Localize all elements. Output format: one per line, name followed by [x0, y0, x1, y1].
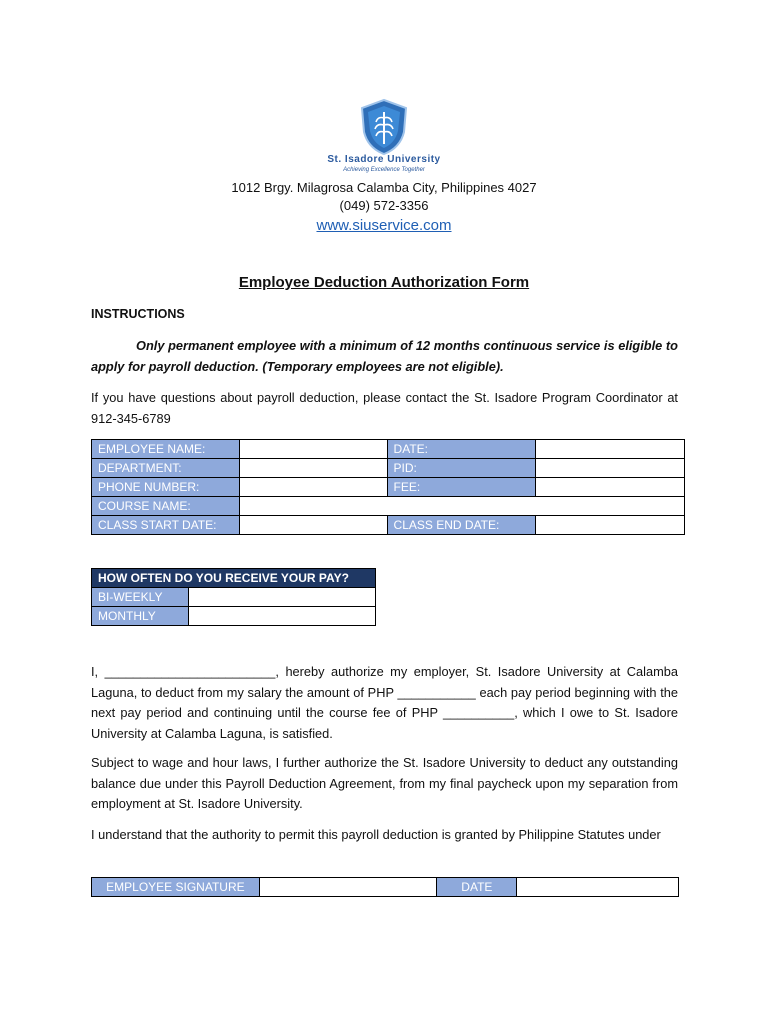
- employee-signature-field[interactable]: [259, 878, 437, 897]
- date-label: DATE:: [387, 440, 536, 459]
- university-tagline: Achieving Excellence Together: [343, 167, 425, 173]
- table-row: [92, 588, 376, 607]
- subject-text: Subject to wage and hour laws, I further authorize the St. Isadore University to deduct any outstanding balance due under this Payroll Deduction Agreement, from my final paycheck upon my separation from employment at St. Isadore University.: [91, 755, 678, 811]
- understand-text: I understand that the authority to permit this payroll deduction is granted by Philippine Statutes under: [91, 827, 661, 842]
- pid-field[interactable]: [536, 459, 685, 478]
- department-field[interactable]: [239, 459, 387, 478]
- authorization-text: I, ________________________, hereby authorize my employer, St. Isadore University at Calamba Laguna, to deduct from my salary the amount of PHP ___________ each pay period beginning with the next pay period and continuing until the course fee of PHP __________, which I owe to St. Isadore University at Calamba Laguna, is satisfied.: [91, 664, 678, 741]
- instructions-heading: INSTRUCTIONS: [91, 307, 185, 321]
- address: 1012 Brgy. Milagrosa Calamba City, Philippines 4027: [231, 180, 537, 195]
- monthly-field[interactable]: [188, 607, 375, 626]
- eligibility-text: Only permanent employee with a minimum of 12 months continuous service is eligible to apply for payroll deduction. (Temporary employees are not eligible).: [91, 338, 678, 374]
- table-row: [92, 878, 679, 897]
- table-row: [92, 569, 376, 588]
- class-end-date-field[interactable]: [536, 516, 685, 535]
- table-row: [92, 478, 685, 497]
- monthly-label: MONTHLY: [92, 607, 189, 626]
- course-name-label: COURSE NAME:: [92, 497, 240, 516]
- pid-label: PID:: [387, 459, 536, 478]
- signature-date-label: DATE: [437, 878, 517, 897]
- pay-frequency-header: HOW OFTEN DO YOU RECEIVE YOUR PAY?: [92, 569, 376, 588]
- table-row: [92, 516, 685, 535]
- class-start-date-label: CLASS START DATE:: [92, 516, 240, 535]
- class-start-date-field[interactable]: [239, 516, 387, 535]
- form-title: Employee Deduction Authorization Form: [238, 274, 530, 291]
- class-end-date-label: CLASS END DATE:: [387, 516, 536, 535]
- table-row: [92, 459, 685, 478]
- signature-date-field[interactable]: [517, 878, 679, 897]
- table-row: [92, 607, 376, 626]
- university-name: St. Isadore University: [327, 154, 441, 165]
- pay-frequency-table: [91, 568, 376, 626]
- biweekly-field[interactable]: [188, 588, 375, 607]
- employee-name-label: EMPLOYEE NAME:: [92, 440, 240, 459]
- website-link[interactable]: www.siuservice.com: [316, 217, 452, 234]
- phone-number-label: PHONE NUMBER:: [92, 478, 240, 497]
- table-row: [92, 440, 685, 459]
- phone-number: (049) 572-3356: [339, 198, 429, 213]
- date-field[interactable]: [536, 440, 685, 459]
- course-name-field[interactable]: [239, 497, 684, 516]
- biweekly-label: BI-WEEKLY: [92, 588, 189, 607]
- contact-text: If you have questions about payroll deduction, please contact the St. Isadore Program Coordinator at 912-345-6789: [91, 390, 678, 426]
- university-logo: [358, 98, 410, 156]
- table-row: [92, 497, 685, 516]
- phone-number-field[interactable]: [239, 478, 387, 497]
- employee-info-table: [91, 439, 685, 535]
- signature-table: [91, 877, 679, 897]
- fee-field[interactable]: [536, 478, 685, 497]
- fee-label: FEE:: [387, 478, 536, 497]
- employee-name-field[interactable]: [239, 440, 387, 459]
- department-label: DEPARTMENT:: [92, 459, 240, 478]
- employee-signature-label: EMPLOYEE SIGNATURE: [92, 878, 260, 897]
